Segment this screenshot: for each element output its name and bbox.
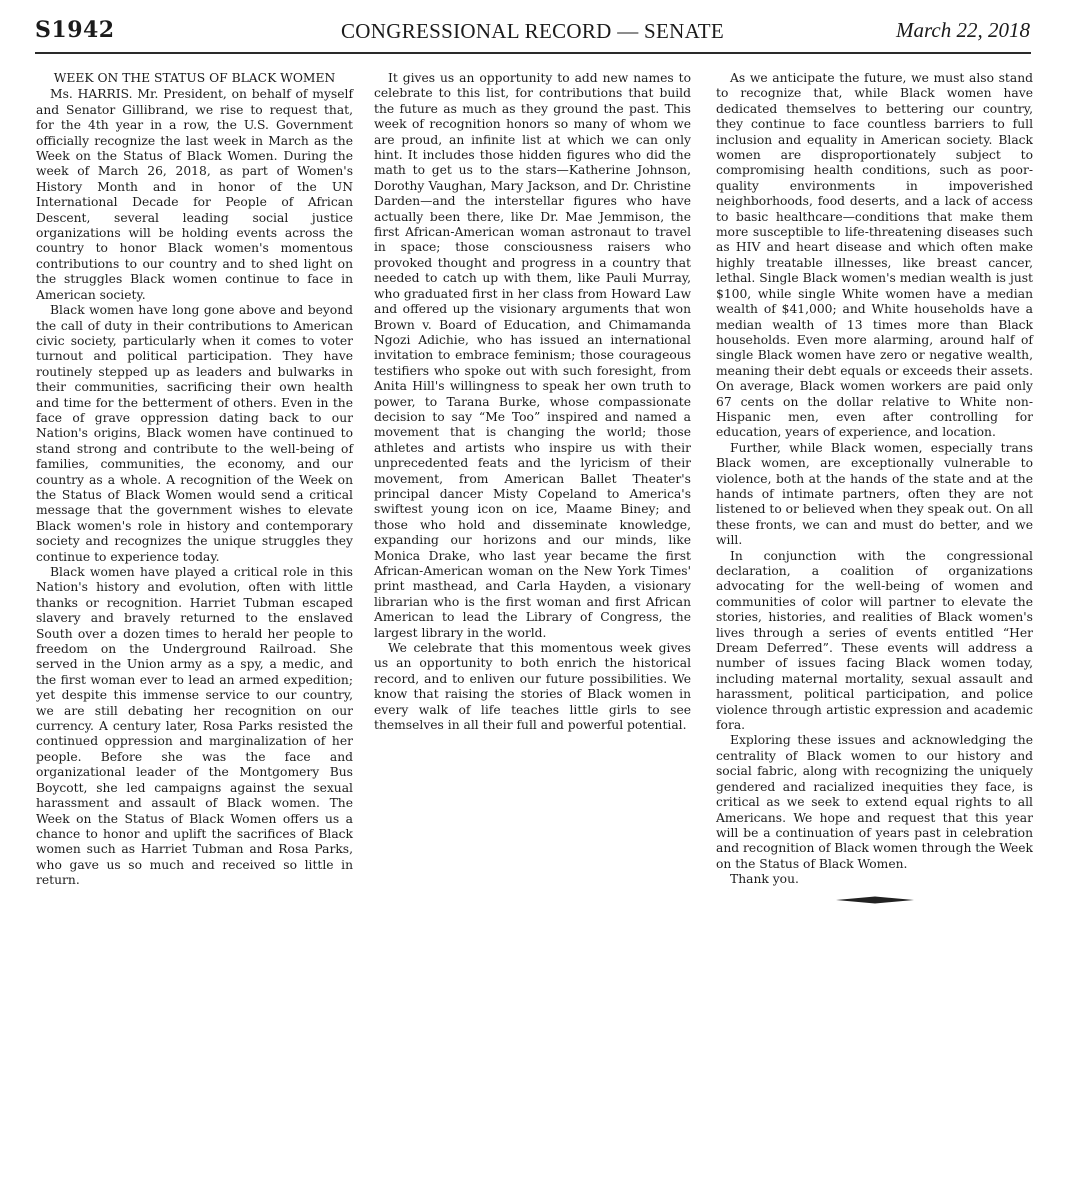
publication-title: CONGRESSIONAL RECORD — SENATE [340,19,725,43]
paragraph: As we anticipate the future, we must also stand to recognize that, while Black women have dedicated themselves to bettering our country, they continue to face countless barriers to full inclusion and equality in American society. Black women are disproportionately subject to compromising health conditions, such as poor-quality environments in impoverished neighborhoods, food deserts, and a lack of access to basic healthcare—conditions that make them more susceptible to life-threatening diseases such as HIV and heart disease and which often make highly treatable illnesses, like breast cancer, lethal. Single Black women's median wealth is just $100, while single White women have a median wealth of $41,000; and White households have a median wealth of 13 times more than Black households. Even more alarming, around half of single Black women have zero or negative wealth, meaning their debt equals or exceeds their assets. On average, Black women workers are paid only 67 cents on the dollar relative to White non-Hispanic men, even after controlling for education, years of experience, and location. [716,71,1033,440]
paragraph: In conjunction with the congressional declaration, a coalition of organizations advocating for the well-being of women and communities of color will partner to elevate the stories, histories, and realities of Black women's lives through a series of events entitled “Her Dream Deferred”. These events will address a number of issues facing Black women today, including maternal mortality, sexual assault and harassment, political participation, and police violence through artistic expression and academic fora. [716,548,1033,733]
paragraph: Black women have played a critical role in this Nation's history and evolution, often with little thanks or recognition. Harriet Tubman escaped slavery and bravely returned to the enslaved South over a dozen times to herald her people to freedom on the Underground Railroad. She served in the Union army as a spy, a medic, and the first woman ever to lead an armed expedition; yet despite this immense service to our country, we are still debating her recognition on our currency. A century later, Rosa Parks resisted the continued oppression and marginalization of her people. Before she was the face and organizational leader of the Montgomery Bus Boycott, she led campaigns against the sexual harassment and assault of Black women. The Week on the Status of Black Women offers us a chance to honor and uplift the sacrifices of Black women such as Harriet Tubman and Rosa Parks, who gave us so much and received so little in return. [36,565,353,888]
end-of-item-rule [836,896,914,904]
paragraph: Thank you. [730,872,799,887]
paragraph: Exploring these issues and acknowledging the centrality of Black women to our history and social fabric, along with recognizing the uniquely gendered and racialized inequities they face, is critical as we seek to extend equal rights to all Americans. We hope and request that this year will be a continuation of years past in celebration and recognition of Black women through the Week on the Status of Black Women. [716,733,1033,871]
paragraph: It gives us an opportunity to add new names to celebrate to this list, for contributions that build the future as much as they ground the past. This week of recognition honors so many of whom we are proud, an infinite list at which we can only hint. It includes those hidden figures who did the math to get us to the stars—Katherine Johnson, Dorothy Vaughan, Mary Jackson, and Dr. Christine Darden—and the interstellar figures who have actually been there, like Dr. Mae Jemmison, the first African-American woman astronaut to travel in space; those consciousness raisers who provoked thought and progress in a country that needed to catch up with them, like Pauli Murray, who graduated first in her class from Howard Law and offered up the visionary arguments that won Brown v. Board of Education, and Chimamanda Ngozi Adichie, who has issued an international invitation to embrace feminism; those courageous testifiers who spoke out with such foresight, from Anita Hill's willingness to speak her own truth to power, to Tarana Burke, whose compassionate decision to say “Me Too” inspired and named a movement that is changing the world; those athletes and artists who inspire us with their unprecedented feats and the lyricism of their movement, from American Ballet Theater's principal dancer Misty Copeland to America's swiftest young icon on ice, Maame Biney; and those who hold and disseminate knowledge, expanding our horizons and our minds, like Monica Drake, who last year became the first African-American woman on the New York Times' print masthead, and Carla Hayden, a visionary librarian who is the first woman and first African American to lead the Library of Congress, the largest library in the world. [374,71,691,640]
column-1 [36,71,353,889]
publication-date: March 22, 2018 [896,18,1030,42]
masthead [35,17,1030,49]
paragraph: Further, while Black women, especially trans Black women, are exceptionally vulnerable to violence, both at the hands of the state and at the hands of intimate partners, often they are not listened to or believed when they speak out. On all these fronts, we can and must do better, and we will. [716,440,1033,548]
paragraph: Ms. HARRIS. Mr. President, on behalf of myself and Senator Gillibrand, we rise to request that, for the 4th year in a row, the U.S. Government officially recognize the last week in March as the Week on the Status of Black Women. During the week of March 26, 2018, as part of Women's History Month and in honor of the UN International Decade for People of African Descent, several leading social justice organizations will be holding events across the country to honor Black women's momentous contributions to our country and to shed light on the struggles Black women continue to face in American society. [36,87,353,302]
article-title: WEEK ON THE STATUS OF BLACK WOMEN [53,71,336,85]
paragraph: Black women have long gone above and beyond the call of duty in their contributions to American civic society, particularly when it comes to voter turnout and political participation. They have routinely stepped up as leaders and bulwarks in their communities, sacrificing their own health and time for the betterment of others. Even in the face of grave oppression dating back to our Nation's origins, Black women have continued to stand strong and contribute to the well-being of families, communities, the economy, and our country as a whole. A recognition of the Week on the Status of Black Women would send a critical message that the government wishes to elevate Black women's role in history and contemporary society and recognizes the unique struggles they continue to experience today. [36,303,353,564]
column-2 [374,71,691,733]
page-number: S1942 [35,17,115,43]
masthead-rule [35,52,1031,54]
column-3 [716,71,1033,904]
paragraph: We celebrate that this momentous week gives us an opportunity to both enrich the historical record, and to enliven our future possibilities. We know that raising the stories of Black women in every walk of life teaches little girls to see themselves in all their full and powerful potential. [374,641,691,733]
